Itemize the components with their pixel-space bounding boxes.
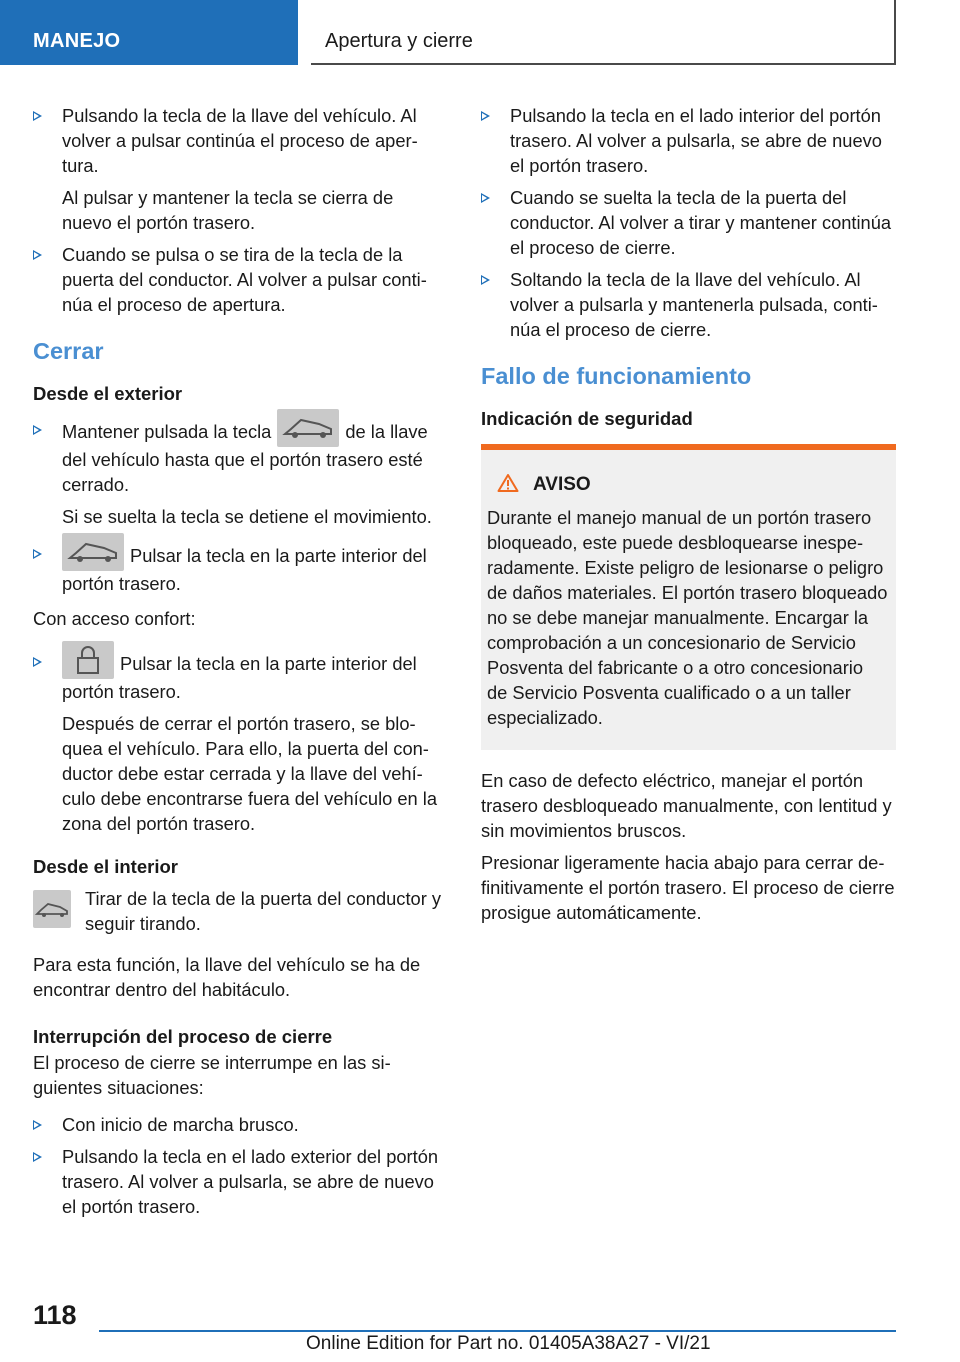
heading-exterior: Desde el exterior <box>33 383 183 404</box>
text-span: Pulsar la tecla en la parte interior del portón trasero. <box>62 545 427 594</box>
section-tab <box>0 0 298 65</box>
warning-box <box>481 444 896 750</box>
paragraph: Pulsando la tecla en el lado exterior del portón trasero. Al volver a pulsarla, se abre de nuevo el portón trasero. <box>62 1146 439 1217</box>
footer-edition: Online Edition for Part no. 01405A38A27 - VI/21 <box>306 1333 711 1354</box>
right-column <box>481 103 896 932</box>
heading-cerrar: Cerrar <box>33 338 104 364</box>
paragraph: El proceso de cierre se interrumpe en las siguientes situaciones: <box>33 1052 391 1098</box>
warning-label: AVISO <box>533 474 591 495</box>
text-span: Mantener pulsada la tecla <box>62 421 272 442</box>
page-number: 118 <box>33 1300 77 1330</box>
paragraph: Cuando se suelta la tecla de la puerta del conductor. Al volver a tirar y mantener continúa el proceso de cierre. <box>510 187 892 258</box>
paragraph <box>62 417 447 497</box>
paragraph: Al pulsar y mantener la tecla se cierra de nuevo el portón trasero. <box>62 187 394 233</box>
tailgate-key-icon <box>277 409 339 447</box>
tailgate-interior-button-icon <box>62 533 124 571</box>
lock-icon <box>62 641 114 679</box>
paragraph <box>62 541 447 596</box>
footer-divider <box>99 1330 896 1332</box>
paragraph: Con inicio de marcha brusco. <box>62 1114 299 1135</box>
heading-seguridad: Indicación de seguridad <box>481 408 693 429</box>
list-item <box>33 541 447 596</box>
paragraph <box>62 649 447 704</box>
text-span: de la llave del vehículo hasta que el portón trasero esté cerrado. <box>62 421 428 495</box>
chapter-header <box>311 0 896 65</box>
section-title: MANEJO <box>33 30 121 52</box>
warning-title <box>487 472 888 497</box>
list-item <box>481 185 896 260</box>
paragraph: Durante el manejo manual de un portón trasero bloqueado, este puede desbloquearse inesperadamente. Existe peligro de lesionarse o peligro de daños materiales. El portón trasero bloqueado no se debe manejar manualmente. Encargar la comprobación a un concesionario de Servicio Posventa del fabricante o a otro concesionario de Servicio Posventa cualificado o a un taller especializado. <box>487 507 888 728</box>
bullet-triangle-icon <box>33 549 42 559</box>
bullet-triangle-icon <box>33 111 42 121</box>
warning-body <box>487 505 888 730</box>
list-item <box>33 1112 447 1137</box>
interior-instruction <box>33 886 447 936</box>
bullet-triangle-icon <box>481 193 490 203</box>
paragraph: Pulsando la tecla de la llave del vehículo. Al volver a pulsar continúa el proceso de apertura. <box>62 105 418 176</box>
heading-interrupcion: Interrupción del proceso de cierre <box>33 1026 333 1047</box>
paragraph: Presionar ligeramente hacia abajo para cerrar definitivamente el portón trasero. El proceso de cierre prosigue automáticamente. <box>481 852 895 923</box>
list-item <box>481 103 896 178</box>
paragraph: En caso de defecto eléctrico, manejar el portón trasero desbloqueado manualmente, con lentitud y sin movimientos bruscos. <box>481 770 892 841</box>
paragraph: Cuando se pulsa o se tira de la tecla de la puerta del conductor. Al volver a pulsar continúa el proceso de apertura. <box>62 244 427 315</box>
list-item <box>33 103 447 235</box>
text-span: Pulsar la tecla en la parte interior del portón trasero. <box>62 653 417 702</box>
warning-triangle-icon <box>497 473 519 493</box>
paragraph: Si se suelta la tecla se detiene el movimiento. <box>62 506 432 527</box>
paragraph: Para esta función, la llave del vehículo se ha de encontrar dentro del habitáculo. <box>33 954 421 1000</box>
paragraph: Tirar de la tecla de la puerta del conductor y seguir tirando. <box>85 888 442 934</box>
list-item <box>33 242 447 317</box>
list-item <box>33 417 447 529</box>
list-item <box>33 649 447 836</box>
heading-interior: Desde el interior <box>33 856 178 877</box>
chapter-title: Apertura y cierre <box>325 30 473 52</box>
list-item <box>481 267 896 342</box>
bullet-triangle-icon <box>481 275 490 285</box>
bullet-triangle-icon <box>33 425 42 435</box>
bullet-triangle-icon <box>33 657 42 667</box>
paragraph: Con acceso confort: <box>33 608 196 629</box>
left-column <box>33 103 447 1226</box>
paragraph: Soltando la tecla de la llave del vehículo. Al volver a pulsarla y mantenerla pulsada, continúa el proceso de cierre. <box>510 269 878 340</box>
heading-fallo: Fallo de funcionamiento <box>481 363 752 389</box>
bullet-triangle-icon <box>481 111 490 121</box>
driver-door-button-icon <box>33 890 71 928</box>
list-item <box>33 1144 447 1219</box>
paragraph: Después de cerrar el portón trasero, se bloquea el vehículo. Para ello, la puerta del conductor debe estar cerrada y la llave del vehículo debe encontrarse fuera del vehículo en la zona del portón trasero. <box>62 713 438 834</box>
paragraph: Pulsando la tecla en el lado interior del portón trasero. Al volver a pulsarla, se abre de nuevo el portón trasero. <box>510 105 882 176</box>
bullet-triangle-icon <box>33 1152 42 1162</box>
bullet-triangle-icon <box>33 250 42 260</box>
bullet-triangle-icon <box>33 1120 42 1130</box>
